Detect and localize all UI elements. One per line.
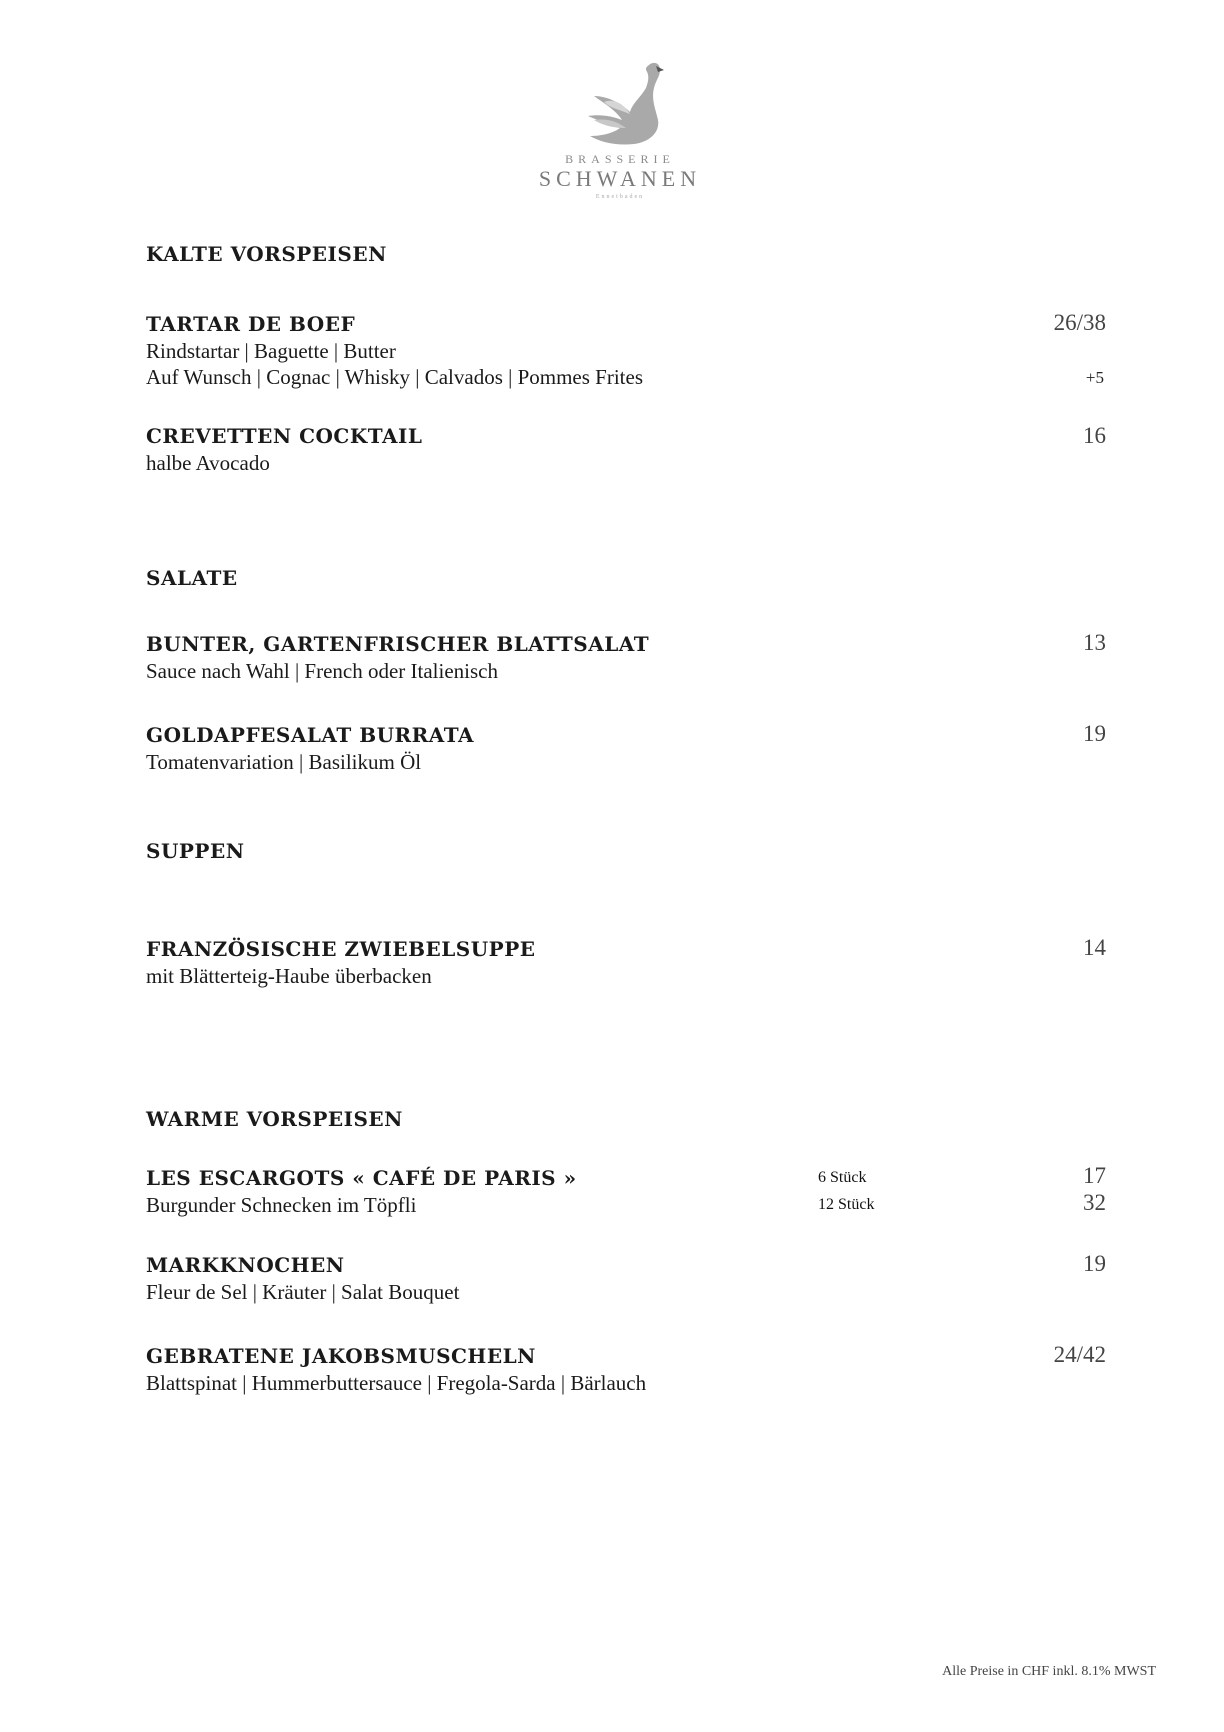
item-desc-markknochen: Fleur de Sel | Kräuter | Salat Bouquet (146, 1280, 460, 1304)
section-heading-warme: WARME VORSPEISEN (146, 1107, 403, 1131)
item-price-markknochen: 19 (1083, 1251, 1106, 1276)
item-price-escargots-small: 17 (1083, 1163, 1106, 1188)
section-heading-salate: SALATE (146, 566, 238, 590)
item-price-crevetten: 16 (1083, 423, 1106, 448)
item-name-blattsalat: BUNTER, GARTENFRISCHER BLATTSALAT (146, 632, 650, 656)
item-qty-escargots-small: 6 Stück (818, 1169, 867, 1186)
brand-location: Ennetbaden (595, 194, 645, 200)
swan-icon (560, 58, 680, 150)
item-qty-escargots-large: 12 Stück (818, 1196, 875, 1213)
section-heading-kalte: KALTE VORSPEISEN (146, 242, 387, 266)
item-name-markknochen: MARKKNOCHEN (146, 1253, 345, 1277)
item-name-crevetten: CREVETTEN COCKTAIL (146, 424, 423, 448)
brand-name: SCHWANEN (538, 166, 702, 191)
item-desc-escargots: Burgunder Schnecken im Töpfli (146, 1193, 417, 1217)
item-price-escargots-large: 32 (1083, 1190, 1106, 1215)
brand-subtitle: BRASSERIE (565, 152, 675, 166)
item-price-zwiebelsuppe: 14 (1083, 935, 1106, 960)
item-price-burrata: 19 (1083, 721, 1106, 746)
item-desc-crevetten: halbe Avocado (146, 451, 270, 475)
item-desc-burrata: Tomatenvariation | Basilikum Öl (146, 750, 422, 774)
section-heading-suppen: SUPPEN (146, 839, 245, 863)
price-footnote: Alle Preise in CHF inkl. 8.1% MWST (942, 1664, 1156, 1679)
item-desc-jakobsmuscheln: Blattspinat | Hummerbuttersauce | Fregola-Sarda | Bärlauch (146, 1371, 647, 1395)
item-name-tartar: TARTAR DE BOEF (146, 312, 356, 336)
item-name-zwiebelsuppe: FRANZÖSISCHE ZWIEBELSUPPE (146, 937, 536, 961)
item-price-tartar: 26/38 (1053, 310, 1106, 335)
item-name-jakobsmuscheln: GEBRATENE JAKOBSMUSCHELN (146, 1344, 536, 1368)
item-desc-zwiebelsuppe: mit Blätterteig-Haube überbacken (146, 964, 432, 988)
item-desc-tartar-options: Auf Wunsch | Cognac | Whisky | Calvados | Pommes Frites (146, 365, 643, 389)
item-price-blattsalat: 13 (1083, 630, 1106, 655)
item-desc-tartar: Rindstartar | Baguette | Butter (146, 339, 396, 363)
item-name-escargots: LES ESCARGOTS « CAFÉ DE PARIS » (146, 1166, 577, 1190)
item-name-burrata: GOLDAPFESALAT BURRATA (146, 723, 475, 747)
item-price-jakobsmuscheln: 24/42 (1053, 1342, 1106, 1367)
item-desc-blattsalat: Sauce nach Wahl | French oder Italienisch (146, 659, 498, 683)
brand-logo (520, 58, 720, 200)
item-price-tartar-extra: +5 (1085, 368, 1104, 387)
